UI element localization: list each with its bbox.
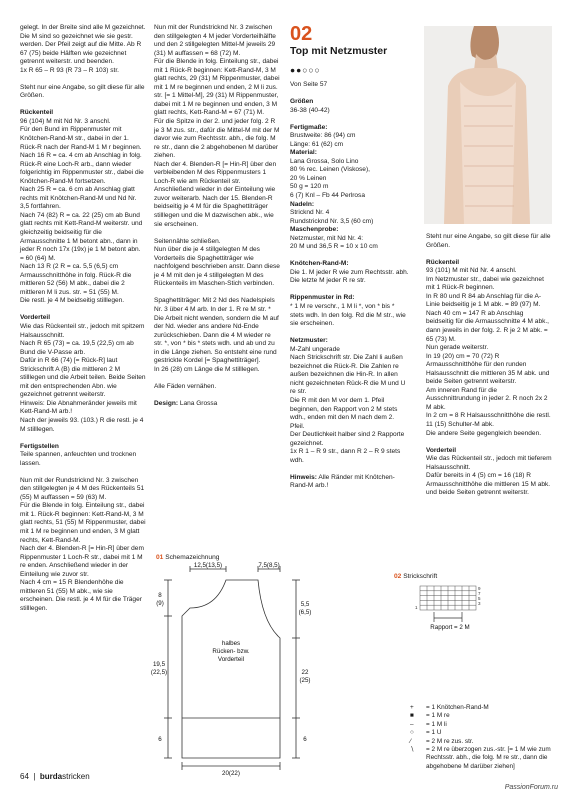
paragraph: Steht nur eine Angabe, so gilt diese für alle Größen.	[20, 83, 145, 100]
garment-outline	[182, 580, 280, 758]
model-photo	[424, 26, 552, 224]
section-text: 93 (101) M mit Nd Nr. 4 anschl. Im Netzmuster str., dabei wie gezeichnet mit 1 Rück-R beginnen. In R 80 und R 84 ab Anschlag für die A-Linie beidseitig je 1 M abk. = 89 (97) M. Nach 40 cm = 147 R ab Anschlag beidseitig für die Armausschnitte 4 M abk., dann jeweils in der folg. 2. R je 2 M abk. = 65 (73) M. Nun gerade weiterstr. In 19 (20) cm = 70 (72) R Armausschnitthöhe für den runden Halsausschnitt die mittleren 35 M abk. und beide Seiten getrennt weiterstr. Am inneren Rand für die Ausschnittrundung in jeder 2. R noch 2x 2 M abk. In 2 cm = 8 R Halsausschnitthöhe die restl. 11 (15) Schulter-M abk. Die andere Seite gegengleich beenden.	[426, 267, 551, 437]
column-2	[154, 24, 281, 417]
paragraph: Nun mit der Rundstricknd Nr. 3 zwischen den stillgelegten je 4 M des Rückenteils 51 (55) M auffassen = 59 (63) M. Für die Blende in folg. Einteilung str., dabei mit 1. Rück-R beginnen: Kett-Rand-M, 3 M glatt rechts, 51 (55) M Rippenmuster, dabei mit 1 M re beginnen und enden, 3 M glatt rechts, Kett-Rand-M. Nach der 4. Blenden-R [= Hin-R] über dem Rippenmuster 1 Loch-R str., dabei mit 1 M re enden. Anschließend wieder in der Einteilung wie zuvor str. Nach 4 cm = 15 R Blendenhöhe die mittleren 51 (55) M abk., wie sie erscheinen. Die restl. je 4 M für die Träger stilllegen.	[20, 476, 146, 612]
difficulty-rating: ●●○○○	[290, 65, 321, 75]
legend-item	[410, 704, 560, 712]
footer: 64 | burdastricken	[20, 772, 90, 781]
section	[20, 443, 146, 469]
row-number: 7	[478, 591, 481, 596]
section-text: Lana Grossa, Solo Lino 80 % rec. Leinen (Viskose), 20 % Leinen 50 g = 120 m 6 (7) Knl – Fb 44 Perlrosa	[290, 157, 370, 200]
stitch-chart-number: 02	[394, 573, 402, 580]
dim-right-1b: (6,5)	[298, 609, 312, 616]
section	[20, 314, 146, 434]
dim-left-1b: (9)	[156, 600, 164, 607]
dim-right-2: 22	[301, 669, 309, 676]
paragraph: gelegt. In der Breite sind alle M gezeichnet. Die M sind so gezeichnet wie sie gestr. werden. Der Pfeil zeigt auf die Mitte. Ab R 67 (75) beide Hälften wie gezeichnet getrennt weiterstr. und beenden. 1x R 65 – R 93 (R 73 – R 103) str.	[20, 24, 146, 74]
section	[290, 294, 410, 328]
paragraph: Steht nur eine Angabe, so gilt diese für alle Größen.	[426, 233, 551, 249]
hint-label: Hinweis:	[290, 473, 317, 481]
schematic-number: 01	[156, 554, 164, 561]
rapport-label: Rapport = 2 M	[430, 624, 470, 631]
paragraph: Seitennähte schließen. Nun über die je 4 stillgelegten M des Vorderteils die Spaghettiträger wie nachfolgend beschrieben anstr. Dann diese je 4 M mit den je 4 stillgelegten M des Rückenteils im Maschen-Stich verbinden.	[154, 237, 280, 288]
row-number: 3	[478, 601, 481, 606]
dim-left-2: 19,5	[152, 661, 166, 668]
design-credit	[154, 400, 281, 409]
dim-right-3: 6	[303, 736, 307, 743]
section-text: Teile spannen, anfeuchten und trocknen lassen.	[20, 451, 137, 467]
page-number: 64	[20, 772, 29, 781]
model-photo-illustration	[424, 26, 552, 224]
paragraph: Alle Fäden vernähen.	[154, 382, 217, 390]
dim-right-1: 5,5	[300, 601, 310, 608]
section-heading: Nadeln:	[290, 200, 315, 208]
legend-symbol: +	[410, 704, 414, 711]
hint	[290, 474, 410, 491]
section	[290, 226, 410, 252]
stitch-chart-title	[394, 573, 437, 580]
section-heading: Rückenteil	[426, 258, 460, 266]
column-3	[290, 24, 410, 499]
legend-text: = 2 M re zus. str.	[426, 737, 474, 745]
pattern-title: Top mit Netzmuster	[290, 45, 388, 57]
design-name: Lana Grossa	[178, 399, 218, 407]
legend-symbol: ○	[410, 729, 414, 737]
legend-symbol: ■	[410, 712, 414, 720]
row-number: 5	[478, 596, 481, 601]
section-heading: Fertigmaße:	[290, 123, 328, 131]
dim-top-right: 7,5(8,5)	[258, 562, 280, 569]
schematic-label-2: Rücken- bzw.	[212, 648, 250, 655]
schematic-label-3: Vorderteil	[217, 656, 245, 663]
section-heading: Größen	[290, 98, 314, 106]
schematic-drawing	[150, 562, 320, 777]
dim-left-3: 6	[158, 736, 162, 743]
dim-bottom: 20(22)	[222, 770, 240, 777]
legend-symbol: ⁄	[410, 737, 412, 745]
section-heading: Fertigstellen	[20, 442, 59, 450]
dim-right-2b: (25)	[299, 677, 311, 684]
dim-left-2b: (22,5)	[150, 669, 168, 676]
section-text: Netzmuster, mit Nd Nr. 4: 20 M und 36,5 R = 10 x 10 cm	[290, 234, 378, 251]
legend	[410, 704, 560, 771]
brand-suffix: stricken	[62, 772, 90, 781]
section	[290, 201, 410, 227]
legend-item	[410, 729, 560, 737]
section-heading: Rippenmuster in Rd:	[290, 294, 355, 302]
section-heading: Vorderteil	[426, 446, 457, 454]
section-heading: Knötchen-Rand-M:	[290, 260, 349, 268]
legend-item	[410, 738, 560, 746]
section-heading: Netzmuster:	[290, 337, 328, 345]
legend-text: = 1 Knötchen-Rand-M	[426, 704, 489, 711]
legend-item	[410, 721, 560, 729]
section	[290, 124, 410, 150]
section	[426, 259, 552, 438]
stitch-chart-title-text: Strickschrift	[403, 573, 438, 580]
section-text: Wie das Rückenteil str., jedoch mit tieferem Halsausschnitt. Dafür bereits in 4 (5) cm = 16 (18) R Armausschnitthöhe die mittleren 15 M abk. und beide Seiten getrennt weiterstr.	[426, 455, 552, 497]
column-1	[20, 24, 146, 622]
dim-top-left: 12,5(13,5)	[193, 562, 223, 569]
pattern-number: 02	[290, 23, 313, 45]
section-heading: Maschenprobe:	[290, 226, 339, 234]
legend-symbol: ∖	[410, 746, 415, 754]
section	[426, 447, 552, 498]
legend-item	[410, 746, 560, 771]
legend-item	[410, 712, 560, 720]
section	[290, 98, 410, 115]
section	[290, 337, 410, 465]
schematic-title-text: Schemazeichnung	[165, 554, 220, 561]
section-heading: Vorderteil	[20, 314, 51, 322]
section	[290, 149, 410, 200]
legend-text: = 1 M re	[426, 712, 450, 720]
design-label: Design:	[154, 399, 179, 407]
section-text: 96 (104) M mit Nd Nr. 3 anschl. Für den Bund im Rippenmuster mit Knötchen-Rand-M str., dabei in der 1. Rück-R nach der Rand-M 1 M r beginnen. Nach 16 R = ca. 4 cm ab Anschlag in folg. Rück-R eine Loch-R arb., dann wieder folgerichtig im Rippenmuster str., dabei die Knötchen-Rand-M fortsetzen. Nach 25 R = ca. 6 cm ab Anschlag glatt rechts mit Knötchen-Rand-M und Nd Nr. 3,5 fortfahren. Nach 74 (82) R = ca. 22 (25) cm ab Bund glatt rechts mit Kett-Rand-M weiterstr. und gleichzeitig beidseitig für die Armausschnitte 1 M betont abn., dann in jeder R noch 17x (19x) je 1 M betont abn. = 60 (64) M. Nach 13 R (2 R = ca. 5,5 (6,5) cm Armausschnitthöhe in folg. Rück-R die mittleren 52 (56) M abk., dabei die 2 mittleren M li zus. str. = 51 (55) M. Die restl. je 4 M beidseitig stilllegen.	[20, 117, 144, 305]
page-reference: Von Seite 57	[290, 81, 328, 88]
section-text: Die 1. M jeder R wie zum Rechtsstr. abh. Die letzte M jeder R re str.	[290, 268, 409, 285]
section-text: Brustweite: 86 (94) cm Länge: 61 (62) cm	[290, 132, 356, 148]
section-text: 36-38 (40-42)	[290, 106, 330, 114]
hint-text: Alle Ränder mit Knötchen-Rand-M arb.!	[290, 473, 395, 490]
section-text: * 1 M re verschr., 1 M li *, von * bis * stets wdh. In den folg. Rd die M str., wie sie erscheinen.	[290, 303, 406, 328]
section-heading: Material:	[290, 149, 317, 157]
section	[20, 109, 146, 306]
paragraph: Spaghettiträger: Mit 2 Nd des Nadelspiels Nr. 3 über 4 M arb. In der 1. R re M str. * Die Arbeit nicht wenden, sondern die M auf der Nd. wieder ans andere Nd-Ende zurückschieben. Dann die 4 M wieder re str. *, von * bis * stets wdh. und ab und zu in die Länge ziehen. So entsteht eine rund gestrickte Kordel [= Spaghettiträger]. In 26 (28) cm Länge die M stilllegen.	[154, 297, 279, 373]
site-watermark: PassionForum.ru	[504, 784, 558, 791]
column-4	[426, 233, 552, 506]
legend-text: = 2 M re überzogen zus.-str. [= 1 M wie zum Rechtsstr. abh., die folg. M re str., dann die abgehobene M darüber ziehen]	[426, 746, 551, 770]
section-text: Stricknd Nr. 4 Rundstricknd Nr. 3,5 (60 cm)	[290, 209, 374, 225]
paragraph: Nun mit der Rundstricknd Nr. 3 zwischen den stillgelegten 4 M jeder Vorderteilhälfte und den 2 stillgelegten Mittel-M jeweils 29 (31) M auffassen = 68 (72) M. Für die Blende in folg. Einteilung str., dabei mit 1 Rück-R beginnen: Kett-Rand-M, 3 M glatt rechts, 29 (31) M Rippenmuster, dabei mit 1 M re beginnen und enden, 2 M li zus. str. [= 1 Mittel-M], 29 (31) M Rippenmuster, dabei mit 1 M re beginnen und enden, 3 M glatt rechts, Kett-Rand-M = 67 (71) M. Für die Spitze in der 2. und jeder folg. 2 R je 3 M zus. str., dafür die Mittel-M mit der M davor wie zum Rechtsstr. abh., die folg. M re str., dann die 2 abgehobenen M darüber ziehen. Nach der 4. Blenden-R [= Hin-R] über den verbleibenden M des Rippenmusters 1 Loch-R wie am Rückenteil str. Anschließend wieder in der Einteilung wie zuvor weiterarb. Nach der 15. Blenden-R beidseitig je 4 M für die Spaghettiträger stilllegen und die M dazwischen abk., wie sie erscheinen.	[154, 24, 280, 228]
legend-text: = 1 M li	[426, 720, 447, 728]
legend-symbol: –	[410, 720, 414, 728]
legend-text: = 1 U	[426, 729, 442, 737]
row-number: 1	[415, 605, 418, 610]
stitch-chart	[406, 582, 496, 632]
brand-name: burda	[39, 772, 63, 781]
schematic-label-1: halbes	[221, 640, 241, 647]
schematic-title	[156, 554, 219, 561]
section	[290, 260, 410, 286]
section-text: M-Zahl ungerade Nach Strickschrift str. Die Zahl li außen bezeichnet die Rück-R. Die Zahlen re außen bezeichnen die Hin-R. In allen nicht gezeichneten Rück-R die M und U re str. Die R mit den M vor dem 1. Pfeil beginnen, den Rapport von 2 M stets wdh., enden mit den M nach dem 2. Pfeil. Der Deutlichkeit halber sind 2 Rapporte gezeichnet. 1x R 1 – R 9 str., dann R 2 – R 9 stets wdh.	[290, 345, 406, 464]
section-text: Wie das Rückenteil str., jedoch mit spitzem Halsausschnitt. Nach R 65 (73) = ca. 19,5 (22,5) cm ab Bund die V-Passe arb. Dafür in R 66 (74) [= Rück-R] laut Strickschrift A (B) die mittleren 2 M stilllegen und die Arbeit teilen. Beide Seiten mit den entsprechenden Abn. wie gezeichnet getrennt weiterstr. Hinweis: Die Abnahmeränder jeweils mit Kett-Rand-M arb.! Nach der jeweils 93. (103.) R die restl. je 4 M stilllegen.	[20, 323, 146, 433]
section-heading: Rückenteil	[20, 109, 54, 117]
dim-left-1: 8	[158, 592, 162, 599]
row-number: 9	[478, 586, 481, 591]
